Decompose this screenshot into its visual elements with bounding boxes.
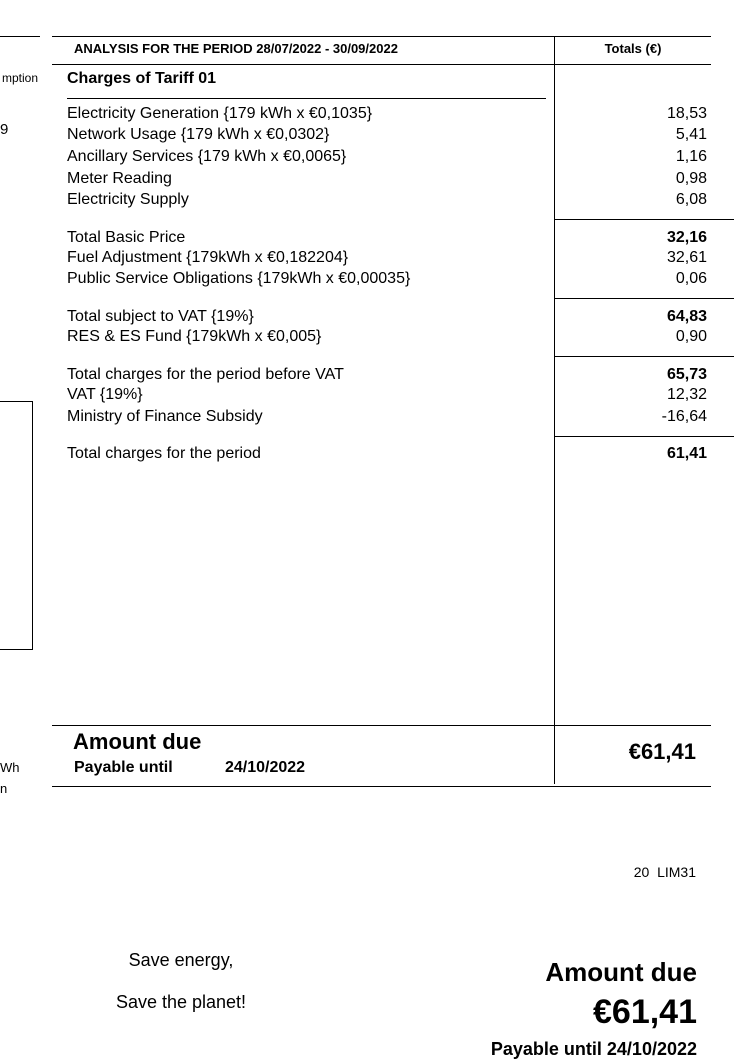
subtotal-rule [555,298,734,299]
table-header-rule [52,64,711,65]
payable-until-label: Payable until [74,759,173,776]
line-item [67,366,707,387]
line-item-amount: 5,41 [675,126,707,143]
line-item [67,408,707,429]
line-item-amount: -16,64 [661,408,707,425]
left-box [0,401,33,650]
subtotal-rule [555,219,734,220]
line-item-label: Total Basic Price [67,229,186,246]
left-fragment-number: 9 [0,121,9,138]
line-item-label: Electricity Supply [67,191,189,208]
line-item [67,328,707,349]
line-item-amount: 1,16 [675,148,707,165]
left-fragment-letter: n [0,781,8,796]
line-item [67,191,707,212]
section-title-underline [67,98,546,99]
line-item-amount: 61,41 [666,445,707,462]
amount-due-value: €61,41 [628,739,696,764]
reference-code: 20 LIM31 [633,864,696,880]
line-item [67,308,707,329]
line-item-label: Fuel Adjustment {179kWh x €0,182204} [67,249,349,266]
table-top-rule [52,36,711,37]
line-item [67,148,707,169]
line-item-label: Network Usage {179 kWh x €0,0302} [67,126,330,143]
bottom-amount-due-value: €61,41 [593,993,697,1031]
line-item [67,229,707,250]
line-item-label: VAT {19%} [67,386,143,403]
line-item [67,270,707,291]
subtotal-rule [555,436,734,437]
section-title: Charges of Tariff 01 [67,70,217,87]
payable-until-date: 24/10/2022 [225,759,306,776]
line-item-amount: 0,06 [675,270,707,287]
line-item [67,170,707,191]
line-item-amount: 64,83 [666,308,707,325]
totals-column-header: Totals (€) [604,41,662,56]
line-item [67,249,707,270]
bottom-payable-until: Payable until 24/10/2022 [490,1039,697,1059]
line-item-label: Meter Reading [67,170,172,187]
line-item [67,126,707,147]
bottom-amount-due-title: Amount due [545,957,697,987]
line-item [67,105,707,126]
line-item-label: Public Service Obligations {179kWh x €0,00035} [67,270,411,287]
line-item-label: Total charges for the period [67,445,261,462]
line-item-label: Ministry of Finance Subsidy [67,408,263,425]
line-item-amount: 12,32 [666,386,707,403]
amount-due-top-rule [52,725,711,726]
line-item-amount: 0,98 [675,170,707,187]
subtotal-rule [555,356,734,357]
line-item-amount: 32,61 [666,249,707,266]
line-item-amount: 65,73 [666,366,707,383]
left-top-rule [0,36,40,37]
analysis-period-header: ANALYSIS FOR THE PERIOD 28/07/2022 - 30/09/2022 [74,41,398,56]
line-item [67,445,707,466]
line-item-amount: 32,16 [666,229,707,246]
line-item-label: Total charges for the period before VAT [67,366,344,383]
line-item-amount: 18,53 [666,105,707,122]
amount-due-title: Amount due [73,729,202,754]
table-bottom-rule [52,786,711,787]
left-fragment-consumption: mption [1,71,38,85]
line-item [67,386,707,407]
line-item-label: Ancillary Services {179 kWh x €0,0065} [67,148,347,165]
line-item-amount: 0,90 [675,328,707,345]
left-fragment-unit: Wh [0,760,20,775]
line-item-label: RES & ES Fund {179kWh x €0,005} [67,328,322,345]
line-item-amount: 6,08 [675,191,707,208]
line-item-label: Total subject to VAT {19%} [67,308,254,325]
line-item-label: Electricity Generation {179 kWh x €0,1035} [67,105,373,122]
slogan-line-2: Save the planet! [115,992,247,1012]
slogan-line-1: Save energy, [128,950,234,970]
